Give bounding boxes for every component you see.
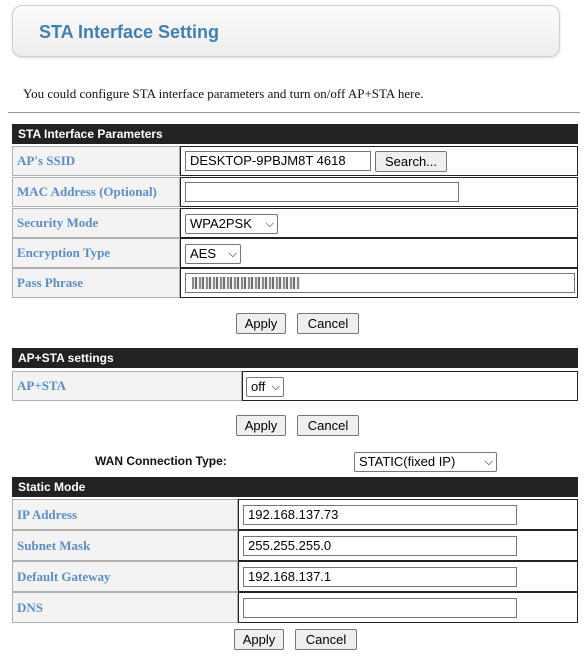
security-label: Security Mode xyxy=(17,215,99,230)
search-button[interactable]: Search... xyxy=(375,151,447,172)
apsta-select[interactable]: off ⌵ xyxy=(246,377,284,397)
apsta-apply-button[interactable]: Apply xyxy=(236,415,286,436)
masked-password xyxy=(192,277,300,289)
chevron-down-icon: ⌵ xyxy=(265,218,274,230)
encryption-label: Encryption Type xyxy=(17,245,111,260)
gateway-label: Default Gateway xyxy=(17,568,111,584)
default-gateway-input[interactable]: 192.168.137.1 xyxy=(243,567,517,587)
apsta-label: AP+STA xyxy=(17,378,67,393)
security-row xyxy=(12,208,578,238)
static-mode-header: Static Mode xyxy=(12,477,578,497)
wan-connection-type-label: WAN Connection Type: xyxy=(95,454,227,468)
pass-phrase-input[interactable] xyxy=(185,273,575,293)
ip-row xyxy=(12,499,578,530)
mac-input[interactable] xyxy=(185,182,459,202)
gateway-row xyxy=(12,561,578,592)
mac-row xyxy=(12,177,578,207)
ssid-label: AP's SSID xyxy=(17,153,76,168)
intro-text: You could configure STA interface parameters and turn on/off AP+STA here. xyxy=(23,86,424,101)
ip-address-input[interactable]: 192.168.137.73 xyxy=(243,505,517,525)
apsta-cancel-button[interactable]: Cancel xyxy=(297,415,359,436)
page-title-panel xyxy=(12,5,560,57)
subnet-mask-input[interactable]: 255.255.255.0 xyxy=(243,536,517,556)
dns-row xyxy=(12,592,578,623)
pass-label: Pass Phrase xyxy=(17,275,84,290)
divider xyxy=(8,112,580,113)
chevron-down-icon: ⌵ xyxy=(228,248,237,260)
sta-cancel-button[interactable]: Cancel xyxy=(297,313,359,334)
ssid-input[interactable]: DESKTOP-9PBJM8T 4618 xyxy=(185,151,371,171)
apsta-header: AP+STA settings xyxy=(12,348,578,368)
sta-params-header: STA Interface Parameters xyxy=(12,124,578,144)
encryption-row xyxy=(12,238,578,268)
mask-row xyxy=(12,530,578,561)
wan-connection-type-select[interactable]: STATIC(fixed IP) ⌵ xyxy=(354,452,497,472)
chevron-down-icon: ⌵ xyxy=(271,381,280,393)
apsta-row xyxy=(12,371,578,401)
pass-row xyxy=(12,268,578,298)
sta-apply-button[interactable]: Apply xyxy=(236,313,286,334)
mask-label: Subnet Mask xyxy=(17,537,91,553)
dns-input[interactable] xyxy=(243,598,517,618)
page-title: STA Interface Setting xyxy=(39,22,220,42)
static-apply-button[interactable]: Apply xyxy=(234,629,284,650)
encryption-type-select[interactable]: AES ⌵ xyxy=(185,244,241,264)
ip-label: IP Address xyxy=(17,506,78,522)
dns-label: DNS xyxy=(17,599,44,615)
mac-label: MAC Address (Optional) xyxy=(17,184,157,199)
chevron-down-icon: ⌵ xyxy=(484,456,493,468)
security-mode-select[interactable]: WPA2PSK ⌵ xyxy=(185,214,278,234)
static-cancel-button[interactable]: Cancel xyxy=(295,629,357,650)
ssid-row xyxy=(12,146,578,176)
